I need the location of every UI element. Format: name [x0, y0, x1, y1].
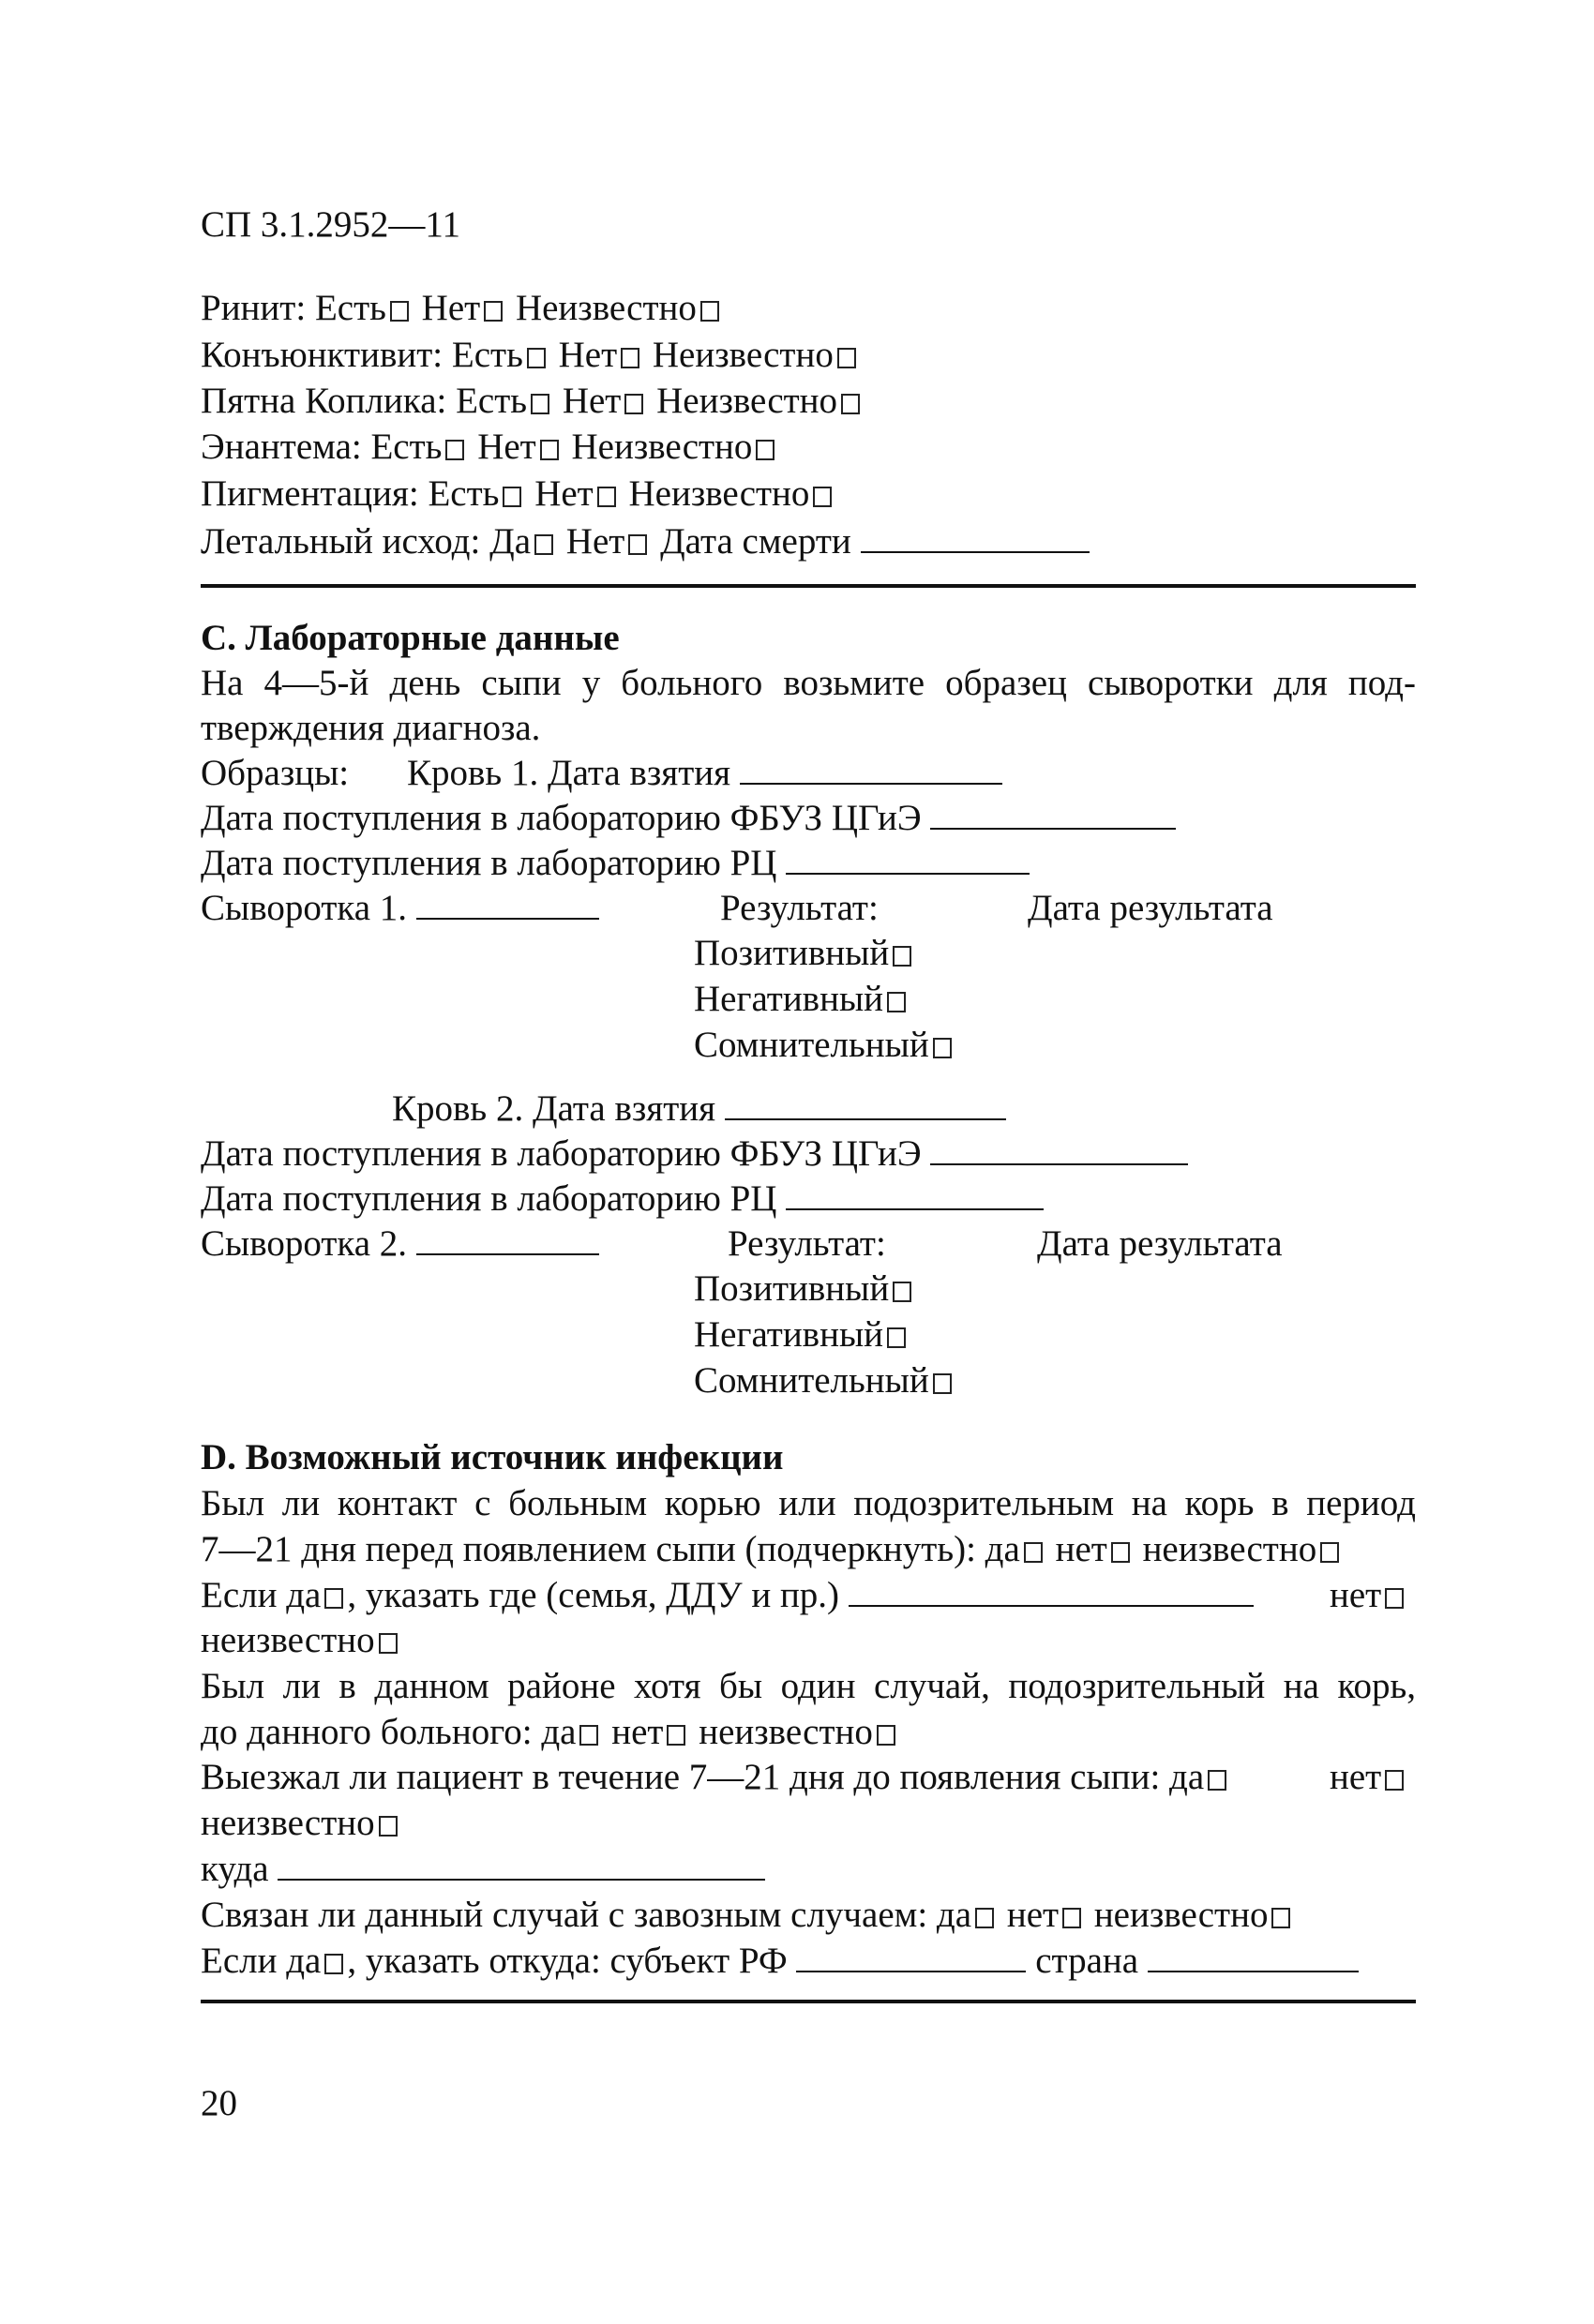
- page-header: СП 3.1.2952—11: [201, 204, 460, 245]
- checkbox[interactable]: [527, 348, 546, 368]
- result1-label: Результат:: [720, 888, 879, 928]
- lab-section-title: С. Лабораторные данные: [201, 618, 620, 658]
- checkbox[interactable]: [324, 1588, 343, 1609]
- checkbox[interactable]: [756, 440, 774, 460]
- checkbox[interactable]: [893, 946, 911, 967]
- checkbox[interactable]: [579, 1725, 598, 1746]
- source-if-yes-no: нет: [1330, 1573, 1407, 1618]
- samples-label: Образцы:: [201, 753, 350, 793]
- checkbox[interactable]: [503, 487, 521, 507]
- checkbox[interactable]: [933, 1038, 952, 1058]
- checkbox[interactable]: [1385, 1588, 1404, 1609]
- source-unknown-2: неизвестно: [201, 1801, 401, 1846]
- checkbox[interactable]: [484, 301, 503, 322]
- checkbox[interactable]: [379, 1633, 398, 1654]
- checkbox[interactable]: [445, 440, 464, 460]
- result1-doubtful: Сомнительный: [694, 1023, 955, 1068]
- source-q4: Связан ли данный случай с завозным случаем: да нет неизвестно: [201, 1893, 1294, 1938]
- symptom-conjunctivitis: Конъюнктивит: Есть Нет Неизвестно: [201, 333, 860, 378]
- checkbox[interactable]: [624, 394, 643, 414]
- source-where-to-row: куда: [201, 1847, 765, 1892]
- serum2-field[interactable]: [416, 1223, 599, 1255]
- blood2-row: Кровь 2. Дата взятия: [392, 1087, 1006, 1132]
- checkbox[interactable]: [1271, 1908, 1290, 1928]
- checkbox[interactable]: [877, 1725, 895, 1746]
- travel-destination-field[interactable]: [278, 1849, 765, 1881]
- blood1-date-field[interactable]: [740, 753, 1002, 785]
- source-q2-line1: Был ли в данном районе хотя бы один случай, подозрительный на корь,: [201, 1666, 1416, 1706]
- result1-date-label: Дата результата: [1028, 888, 1273, 928]
- checkbox[interactable]: [1320, 1542, 1339, 1563]
- checkbox[interactable]: [1208, 1770, 1226, 1791]
- checkbox[interactable]: [628, 534, 647, 555]
- source-q3-line1: Выезжал ли пациент в течение 7—21 дня до появления сыпи: да: [201, 1755, 1230, 1800]
- blood2-fbuz-row: Дата поступления в лабораторию ФБУЗ ЦГиЭ: [201, 1132, 1188, 1177]
- checkbox[interactable]: [887, 992, 906, 1012]
- blood2-rc-row: Дата поступления в лабораторию РЦ: [201, 1177, 1044, 1222]
- serum2-row: Сыворотка 2.: [201, 1222, 599, 1267]
- symptom-rhinitis: Ринит: Есть Нет Неизвестно: [201, 286, 723, 331]
- checkbox[interactable]: [390, 301, 409, 322]
- symptom-lethal-outcome: Летальный исход: Да Нет Дата смерти: [201, 519, 1090, 564]
- result2-label: Результат:: [728, 1223, 886, 1264]
- source-section-title: D. Возможный источник инфекции: [201, 1437, 784, 1477]
- contact-place-field[interactable]: [849, 1575, 1254, 1607]
- checkbox[interactable]: [1062, 1908, 1081, 1928]
- checkbox[interactable]: [667, 1725, 685, 1746]
- result2-negative: Негативный: [694, 1312, 910, 1357]
- blood1-row: Кровь 1. Дата взятия: [407, 751, 1002, 796]
- checkbox[interactable]: [1385, 1770, 1404, 1791]
- result2-positive: Позитивный: [694, 1267, 915, 1312]
- checkbox[interactable]: [813, 487, 832, 507]
- source-q1-line1: Был ли контакт с больным корью или подозрительным на корь в период: [201, 1483, 1416, 1523]
- checkbox[interactable]: [841, 394, 860, 414]
- result2-doubtful: Сомнительный: [694, 1358, 955, 1403]
- checkbox[interactable]: [324, 1954, 343, 1974]
- checkbox[interactable]: [531, 394, 549, 414]
- serum1-field[interactable]: [416, 888, 599, 920]
- source-q2-line2: до данного больного: да нет неизвестно: [201, 1710, 899, 1755]
- checkbox[interactable]: [1111, 1542, 1130, 1563]
- blood1-fbuz-date-field[interactable]: [930, 798, 1176, 830]
- checkbox[interactable]: [837, 348, 856, 368]
- lab-intro-line1: На 4—5-й день сыпи у больного возьмите образец сыворотки для под-: [201, 663, 1416, 703]
- death-date-field[interactable]: [861, 521, 1090, 553]
- result1-negative: Негативный: [694, 977, 910, 1022]
- source-q1-line2: 7—21 дня перед появлением сыпи (подчеркнуть): да нет неизвестно: [201, 1527, 1343, 1572]
- checkbox[interactable]: [1024, 1542, 1043, 1563]
- blood1-rc-row: Дата поступления в лабораторию РЦ: [201, 841, 1030, 886]
- checkbox[interactable]: [975, 1908, 994, 1928]
- checkbox[interactable]: [540, 440, 559, 460]
- serum1-row: Сыворотка 1.: [201, 886, 599, 931]
- section-divider: [201, 2000, 1416, 2003]
- checkbox[interactable]: [534, 534, 553, 555]
- checkbox[interactable]: [933, 1373, 952, 1394]
- checkbox[interactable]: [597, 487, 616, 507]
- symptom-koplik: Пятна Коплика: Есть Нет Неизвестно: [201, 379, 864, 424]
- result2-date-label: Дата результата: [1037, 1223, 1283, 1264]
- page-number: 20: [201, 2083, 237, 2123]
- blood2-date-field[interactable]: [725, 1088, 1006, 1120]
- region-field[interactable]: [796, 1941, 1026, 1972]
- source-from-row: Если да , указать откуда: субъект РФ страна: [201, 1939, 1359, 1984]
- checkbox[interactable]: [700, 301, 719, 322]
- blood2-rc-date-field[interactable]: [786, 1178, 1044, 1210]
- checkbox[interactable]: [893, 1282, 911, 1302]
- blood1-fbuz-row: Дата поступления в лабораторию ФБУЗ ЦГиЭ: [201, 796, 1176, 841]
- source-q3-no: нет: [1330, 1755, 1407, 1800]
- symptom-pigmentation: Пигментация: Есть Нет Неизвестно: [201, 472, 835, 517]
- checkbox[interactable]: [887, 1327, 906, 1348]
- country-field[interactable]: [1148, 1941, 1359, 1972]
- source-if-yes-row: Если да , указать где (семья, ДДУ и пр.): [201, 1573, 1254, 1618]
- source-unknown-1: неизвестно: [201, 1618, 401, 1663]
- blood2-fbuz-date-field[interactable]: [930, 1133, 1188, 1165]
- symptom-enanthem: Энантема: Есть Нет Неизвестно: [201, 425, 778, 470]
- blood1-rc-date-field[interactable]: [786, 843, 1030, 875]
- checkbox[interactable]: [621, 348, 639, 368]
- lab-intro-line2: тверждения диагноза.: [201, 708, 541, 748]
- checkbox[interactable]: [379, 1816, 398, 1837]
- section-divider: [201, 584, 1416, 588]
- result1-positive: Позитивный: [694, 931, 915, 976]
